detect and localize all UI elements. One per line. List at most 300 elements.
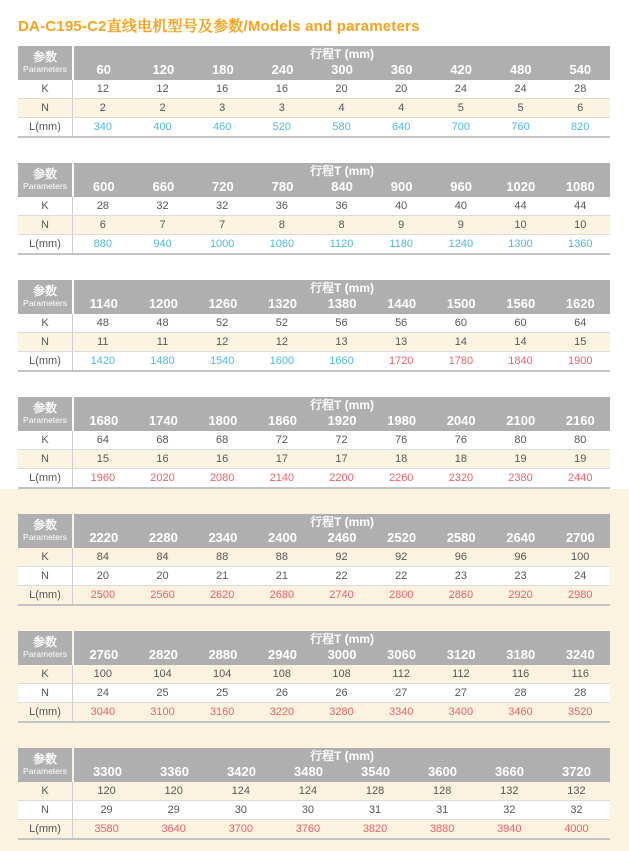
n-value: 13 bbox=[335, 336, 348, 348]
row-label-k: K bbox=[18, 665, 73, 683]
stroke-value: 660 bbox=[152, 179, 175, 194]
l-value: 3820 bbox=[362, 823, 388, 835]
l-value: 1840 bbox=[508, 355, 533, 367]
l-value: 2020 bbox=[150, 472, 175, 484]
l-value: 1300 bbox=[508, 238, 533, 250]
k-value: 72 bbox=[275, 434, 288, 446]
stroke-value: 1020 bbox=[506, 179, 536, 194]
table-row bbox=[18, 118, 610, 138]
l-value: 2320 bbox=[448, 472, 474, 484]
k-value: 128 bbox=[433, 785, 452, 797]
stroke-value: 360 bbox=[390, 62, 413, 77]
l-value: 2860 bbox=[448, 589, 474, 601]
table-row bbox=[18, 216, 610, 235]
k-value: 28 bbox=[574, 83, 587, 95]
k-value: 20 bbox=[335, 83, 348, 95]
k-value: 116 bbox=[571, 668, 589, 680]
param-label-en: Parameters bbox=[23, 181, 67, 192]
table-row bbox=[18, 801, 610, 820]
k-value: 100 bbox=[571, 551, 590, 563]
table-header bbox=[18, 631, 610, 665]
n-value: 23 bbox=[454, 570, 467, 582]
l-value: 1480 bbox=[150, 355, 175, 367]
table-header bbox=[18, 46, 610, 80]
k-value: 124 bbox=[231, 785, 250, 797]
table-header bbox=[18, 397, 610, 431]
k-value: 64 bbox=[574, 317, 587, 329]
stroke-value: 3420 bbox=[227, 764, 256, 779]
stroke-title: 行程T (mm) bbox=[310, 47, 374, 61]
stroke-value: 3360 bbox=[160, 764, 189, 779]
param-label-cn: 参数 bbox=[32, 401, 57, 416]
stroke-value: 1560 bbox=[506, 296, 536, 311]
param-label-en: Parameters bbox=[23, 298, 67, 309]
l-value: 3220 bbox=[269, 706, 295, 718]
parameters-header-cell bbox=[18, 280, 72, 314]
k-value: 48 bbox=[156, 317, 169, 329]
row-label-l: L(mm) bbox=[18, 352, 73, 370]
n-value: 24 bbox=[574, 570, 587, 582]
n-value: 22 bbox=[395, 570, 408, 582]
stroke-header bbox=[74, 631, 610, 665]
table-row bbox=[18, 431, 610, 450]
l-value: 1120 bbox=[329, 238, 354, 250]
row-label-n: N bbox=[18, 333, 73, 351]
parameter-table bbox=[18, 280, 610, 372]
row-label-l: L(mm) bbox=[18, 703, 73, 721]
stroke-value: 1620 bbox=[565, 296, 595, 311]
l-value: 1240 bbox=[448, 238, 474, 250]
l-value: 3760 bbox=[295, 823, 321, 835]
stroke-value: 60 bbox=[96, 62, 112, 77]
table-header bbox=[18, 163, 610, 197]
stroke-title: 行程T (mm) bbox=[310, 515, 374, 529]
n-value: 26 bbox=[275, 687, 288, 699]
stroke-value: 1860 bbox=[268, 413, 297, 428]
param-label-en: Parameters bbox=[23, 649, 67, 660]
row-label-l: L(mm) bbox=[18, 820, 73, 838]
k-value: 16 bbox=[216, 83, 229, 95]
table-header bbox=[18, 748, 610, 782]
stroke-value: 480 bbox=[509, 62, 532, 77]
n-value: 2 bbox=[99, 102, 106, 114]
k-value: 92 bbox=[335, 551, 348, 563]
k-value: 20 bbox=[395, 83, 408, 95]
k-value: 16 bbox=[275, 83, 288, 95]
l-value: 3880 bbox=[429, 823, 455, 835]
stroke-values-row bbox=[74, 646, 610, 665]
table-row bbox=[18, 197, 610, 216]
k-value: 44 bbox=[514, 200, 527, 212]
stroke-value: 2280 bbox=[148, 530, 178, 545]
k-value: 96 bbox=[454, 551, 467, 563]
stroke-value: 2400 bbox=[268, 530, 297, 545]
k-value: 108 bbox=[332, 668, 351, 680]
stroke-value: 1140 bbox=[89, 296, 118, 311]
l-value: 2620 bbox=[209, 589, 235, 601]
l-value: 3340 bbox=[388, 706, 414, 718]
n-value: 17 bbox=[335, 453, 348, 465]
param-label-cn: 参数 bbox=[32, 752, 57, 767]
table-row bbox=[18, 665, 610, 684]
k-value: 120 bbox=[164, 785, 183, 797]
table-header bbox=[18, 280, 610, 314]
stroke-header bbox=[74, 163, 610, 197]
n-value: 3 bbox=[219, 102, 226, 114]
stroke-header bbox=[74, 514, 610, 548]
stroke-value: 1440 bbox=[387, 296, 417, 311]
row-label-k: K bbox=[18, 197, 73, 215]
k-value: 128 bbox=[365, 785, 385, 797]
l-value: 3040 bbox=[90, 706, 116, 718]
n-value: 3 bbox=[278, 102, 285, 114]
k-value: 12 bbox=[96, 83, 109, 95]
table-row bbox=[18, 703, 610, 723]
l-value: 1360 bbox=[567, 238, 593, 250]
l-value: 580 bbox=[332, 121, 351, 133]
l-value: 3400 bbox=[448, 706, 474, 718]
k-value: 88 bbox=[216, 551, 229, 563]
row-label-k: K bbox=[18, 548, 73, 566]
stroke-value: 840 bbox=[331, 179, 353, 194]
stroke-value: 2160 bbox=[565, 413, 595, 428]
n-value: 20 bbox=[156, 570, 169, 582]
param-label-en: Parameters bbox=[23, 415, 67, 426]
table-row bbox=[18, 684, 610, 703]
k-value: 40 bbox=[454, 200, 467, 212]
stroke-values-row bbox=[74, 529, 610, 548]
row-label-n: N bbox=[18, 216, 73, 234]
stroke-value: 1260 bbox=[208, 296, 238, 311]
stroke-value: 3300 bbox=[93, 764, 122, 779]
k-value: 100 bbox=[93, 668, 113, 680]
l-value: 4000 bbox=[564, 823, 589, 835]
stroke-value: 3480 bbox=[294, 764, 323, 779]
stroke-value: 600 bbox=[92, 179, 115, 194]
l-value: 2380 bbox=[508, 472, 533, 484]
l-value: 2440 bbox=[567, 472, 593, 484]
n-value: 30 bbox=[234, 804, 247, 816]
n-value: 6 bbox=[577, 102, 584, 114]
stroke-values-row bbox=[74, 763, 610, 782]
n-value: 32 bbox=[570, 804, 583, 816]
stroke-value: 2040 bbox=[446, 413, 476, 428]
stroke-value: 3240 bbox=[565, 647, 595, 662]
l-value: 3280 bbox=[329, 706, 354, 718]
n-value: 7 bbox=[159, 219, 166, 231]
k-value: 68 bbox=[156, 434, 169, 446]
parameter-table bbox=[18, 397, 610, 489]
k-value: 96 bbox=[514, 551, 527, 563]
l-value: 2740 bbox=[329, 589, 354, 601]
table-row bbox=[18, 820, 610, 840]
stroke-value: 1080 bbox=[565, 179, 595, 194]
l-value: 1660 bbox=[329, 355, 354, 367]
n-value: 12 bbox=[216, 336, 229, 348]
stroke-value: 1740 bbox=[148, 413, 178, 428]
param-label-cn: 参数 bbox=[32, 635, 57, 650]
k-value: 84 bbox=[96, 551, 109, 563]
stroke-value: 1500 bbox=[446, 296, 476, 311]
parameter-table bbox=[18, 514, 610, 606]
k-value: 56 bbox=[395, 317, 408, 329]
l-value: 1900 bbox=[567, 355, 593, 367]
stroke-value: 2220 bbox=[89, 530, 119, 545]
row-label-l: L(mm) bbox=[18, 235, 73, 253]
parameters-header-cell bbox=[18, 748, 72, 782]
page-title: DA-C195-C2直线电机型号及参数/Models and parameters bbox=[18, 18, 420, 35]
k-value: 44 bbox=[574, 200, 587, 212]
n-value: 28 bbox=[574, 687, 587, 699]
stroke-value: 3000 bbox=[327, 647, 357, 662]
stroke-value: 2520 bbox=[387, 530, 417, 545]
n-value: 18 bbox=[454, 453, 467, 465]
l-value: 2800 bbox=[388, 589, 414, 601]
table-row bbox=[18, 333, 610, 352]
stroke-value: 1380 bbox=[327, 296, 357, 311]
row-label-n: N bbox=[18, 684, 73, 702]
k-value: 84 bbox=[156, 551, 169, 563]
l-value: 340 bbox=[93, 121, 113, 133]
l-value: 820 bbox=[571, 121, 590, 133]
l-value: 3640 bbox=[161, 823, 186, 835]
stroke-values-row bbox=[74, 412, 610, 431]
n-value: 13 bbox=[395, 336, 408, 348]
k-value: 64 bbox=[96, 434, 109, 446]
l-value: 3100 bbox=[150, 706, 175, 718]
l-value: 3700 bbox=[228, 823, 254, 835]
n-value: 26 bbox=[335, 687, 348, 699]
k-value: 112 bbox=[452, 668, 470, 680]
k-value: 124 bbox=[298, 785, 318, 797]
parameters-header-cell bbox=[18, 397, 72, 431]
stroke-value: 1980 bbox=[387, 413, 417, 428]
stroke-value: 1800 bbox=[208, 413, 238, 428]
n-value: 27 bbox=[454, 687, 467, 699]
k-value: 36 bbox=[275, 200, 288, 212]
l-value: 2920 bbox=[508, 589, 533, 601]
stroke-value: 2820 bbox=[148, 647, 178, 662]
stroke-value: 900 bbox=[390, 179, 413, 194]
param-label-cn: 参数 bbox=[32, 518, 57, 533]
stroke-value: 2100 bbox=[506, 413, 536, 428]
parameter-table bbox=[18, 163, 610, 255]
n-value: 14 bbox=[454, 336, 467, 348]
k-value: 40 bbox=[395, 200, 408, 212]
l-value: 1420 bbox=[90, 355, 116, 367]
table-row bbox=[18, 80, 610, 99]
l-value: 2140 bbox=[269, 472, 295, 484]
row-label-n: N bbox=[18, 450, 73, 468]
k-value: 32 bbox=[156, 200, 169, 212]
stroke-value: 3180 bbox=[506, 647, 536, 662]
n-value: 25 bbox=[216, 687, 229, 699]
n-value: 8 bbox=[338, 219, 345, 231]
stroke-value: 300 bbox=[331, 62, 353, 77]
parameters-header-cell bbox=[18, 163, 72, 197]
stroke-value: 3660 bbox=[495, 764, 524, 779]
row-label-l: L(mm) bbox=[18, 469, 73, 487]
row-label-k: K bbox=[18, 782, 73, 800]
n-value: 4 bbox=[338, 102, 345, 114]
table-row bbox=[18, 235, 610, 255]
n-value: 19 bbox=[514, 453, 527, 465]
l-value: 1060 bbox=[269, 238, 295, 250]
l-value: 2080 bbox=[209, 472, 235, 484]
table-header bbox=[18, 514, 610, 548]
stroke-value: 2880 bbox=[208, 647, 238, 662]
l-value: 2200 bbox=[329, 472, 354, 484]
row-label-n: N bbox=[18, 99, 73, 117]
row-label-k: K bbox=[18, 314, 73, 332]
k-value: 132 bbox=[567, 785, 586, 797]
stroke-value: 2460 bbox=[327, 530, 357, 545]
k-value: 24 bbox=[454, 83, 467, 95]
parameter-table bbox=[18, 46, 610, 138]
table-row bbox=[18, 450, 610, 469]
n-value: 5 bbox=[457, 102, 464, 114]
l-value: 2500 bbox=[90, 589, 116, 601]
k-value: 116 bbox=[511, 668, 530, 680]
n-value: 14 bbox=[514, 336, 527, 348]
n-value: 24 bbox=[96, 687, 109, 699]
l-value: 1720 bbox=[388, 355, 414, 367]
l-value: 760 bbox=[511, 121, 530, 133]
n-value: 19 bbox=[574, 453, 587, 465]
table-row bbox=[18, 352, 610, 372]
l-value: 700 bbox=[451, 121, 471, 133]
parameters-header-cell bbox=[18, 631, 72, 665]
n-value: 15 bbox=[574, 336, 587, 348]
n-value: 10 bbox=[514, 219, 527, 231]
k-value: 76 bbox=[454, 434, 467, 446]
stroke-value: 2640 bbox=[506, 530, 536, 545]
l-value: 3940 bbox=[497, 823, 522, 835]
n-value: 29 bbox=[167, 804, 180, 816]
stroke-value: 3540 bbox=[361, 764, 390, 779]
param-label-en: Parameters bbox=[23, 64, 67, 75]
stroke-value: 3060 bbox=[387, 647, 417, 662]
stroke-value: 2700 bbox=[565, 530, 595, 545]
stroke-value: 720 bbox=[212, 179, 234, 194]
n-value: 27 bbox=[395, 687, 408, 699]
stroke-value: 780 bbox=[271, 179, 294, 194]
row-label-l: L(mm) bbox=[18, 586, 73, 604]
k-value: 24 bbox=[514, 83, 527, 95]
n-value: 18 bbox=[395, 453, 408, 465]
stroke-values-row bbox=[74, 178, 610, 197]
k-value: 28 bbox=[96, 200, 109, 212]
l-value: 1600 bbox=[269, 355, 295, 367]
table-row bbox=[18, 782, 610, 801]
k-value: 56 bbox=[335, 317, 348, 329]
k-value: 120 bbox=[97, 785, 116, 797]
l-value: 520 bbox=[272, 121, 292, 133]
n-value: 11 bbox=[156, 336, 169, 348]
tables-container bbox=[18, 46, 610, 840]
table-row bbox=[18, 314, 610, 333]
l-value: 3580 bbox=[94, 823, 119, 835]
param-label-en: Parameters bbox=[23, 766, 67, 777]
n-value: 17 bbox=[275, 453, 288, 465]
l-value: 3520 bbox=[567, 706, 593, 718]
k-value: 80 bbox=[574, 434, 587, 446]
n-value: 2 bbox=[159, 102, 166, 114]
l-value: 2560 bbox=[150, 589, 175, 601]
stroke-value: 1920 bbox=[327, 413, 357, 428]
stroke-header bbox=[74, 280, 610, 314]
n-value: 23 bbox=[514, 570, 527, 582]
table-row bbox=[18, 99, 610, 118]
stroke-title: 行程T (mm) bbox=[310, 398, 374, 412]
n-value: 16 bbox=[216, 453, 229, 465]
k-value: 68 bbox=[216, 434, 229, 446]
k-value: 80 bbox=[514, 434, 527, 446]
l-value: 2260 bbox=[388, 472, 414, 484]
l-value: 3460 bbox=[508, 706, 533, 718]
l-value: 940 bbox=[153, 238, 172, 250]
stroke-value: 420 bbox=[450, 62, 472, 77]
stroke-header bbox=[74, 397, 610, 431]
l-value: 2680 bbox=[269, 589, 295, 601]
stroke-value: 2340 bbox=[208, 530, 238, 545]
stroke-value: 3600 bbox=[428, 764, 457, 779]
k-value: 52 bbox=[275, 317, 288, 329]
table-row bbox=[18, 469, 610, 489]
l-value: 1180 bbox=[389, 238, 414, 250]
k-value: 12 bbox=[156, 83, 169, 95]
n-value: 32 bbox=[503, 804, 516, 816]
n-value: 4 bbox=[398, 102, 405, 114]
n-value: 21 bbox=[216, 570, 229, 582]
row-label-n: N bbox=[18, 801, 73, 819]
parameter-table bbox=[18, 748, 610, 840]
stroke-value: 540 bbox=[569, 62, 592, 77]
n-value: 28 bbox=[514, 687, 527, 699]
l-value: 640 bbox=[392, 121, 411, 133]
row-label-k: K bbox=[18, 431, 73, 449]
n-value: 22 bbox=[335, 570, 348, 582]
stroke-value: 1680 bbox=[89, 413, 119, 428]
n-value: 9 bbox=[457, 219, 464, 231]
n-value: 25 bbox=[156, 687, 169, 699]
l-value: 1000 bbox=[209, 238, 235, 250]
param-label-cn: 参数 bbox=[32, 284, 57, 299]
stroke-header bbox=[74, 46, 610, 80]
n-value: 30 bbox=[301, 804, 315, 816]
k-value: 92 bbox=[395, 551, 408, 563]
l-value: 2980 bbox=[567, 589, 593, 601]
n-value: 9 bbox=[398, 219, 405, 231]
stroke-header bbox=[74, 748, 610, 782]
k-value: 60 bbox=[514, 317, 527, 329]
table-row bbox=[18, 586, 610, 606]
k-value: 48 bbox=[96, 317, 109, 329]
parameter-table bbox=[18, 631, 610, 723]
n-value: 29 bbox=[100, 804, 113, 816]
n-value: 12 bbox=[275, 336, 288, 348]
n-value: 15 bbox=[96, 453, 109, 465]
stroke-value: 2760 bbox=[89, 647, 119, 662]
k-value: 60 bbox=[454, 317, 467, 329]
stroke-title: 行程T (mm) bbox=[310, 164, 374, 178]
param-label-cn: 参数 bbox=[32, 50, 57, 65]
l-value: 1960 bbox=[90, 472, 116, 484]
stroke-value: 120 bbox=[152, 62, 175, 77]
k-value: 72 bbox=[335, 434, 348, 446]
k-value: 112 bbox=[392, 668, 410, 680]
n-value: 10 bbox=[574, 219, 587, 231]
